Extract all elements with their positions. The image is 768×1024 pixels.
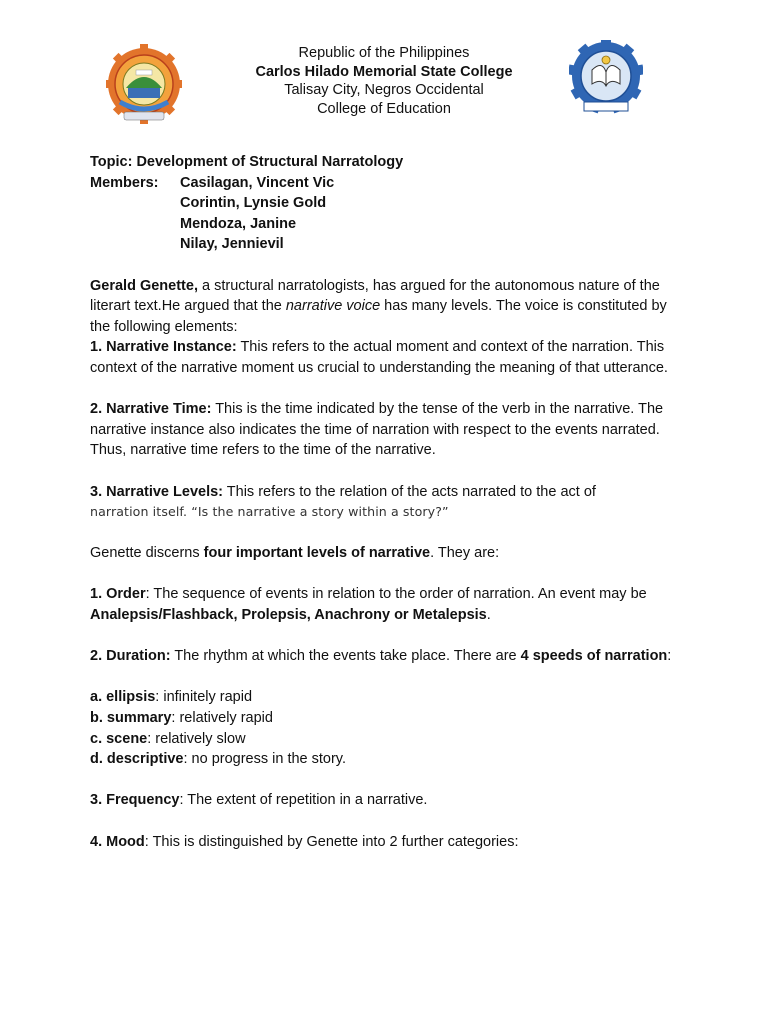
mood-paragraph [90,832,690,853]
speeds-term: 4 speeds of narration [520,648,668,665]
topic-line [90,152,690,173]
duration-paragraph [90,646,690,667]
narrative-levels-title: 3. Narrative Levels: [90,483,223,500]
four-levels-term: four important levels of narrative [203,545,431,562]
speed-term: d. descriptive [90,751,184,768]
intro-text-end: has many levels. The voice is constituted by the following elements: [90,298,667,335]
speed-desc: : relatively slow [147,730,246,747]
narrative-time-text: This is the time indicated by the tense of the verb in the narrative. The narrative instance also indicates the time of narration with respect to the events narrated. Thus, narrative time refers to the time of the narrative. [90,401,664,459]
speed-item [90,749,690,770]
narrative-time-title: 2. Narrative Time: [90,401,212,418]
duration-text: The rhythm at which the events take place. There are [170,648,521,665]
speed-desc: : no progress in the story. [183,751,347,768]
speed-term: a. ellipsis [90,689,156,706]
speed-desc: : relatively rapid [171,710,273,727]
header-location: Talisay City, Negros Occidental [284,82,484,98]
author-name: Gerald Genette, [90,277,198,294]
mood-text: : This is distinguished by Genette into 2 further categories: [144,833,519,850]
duration-end: : [667,648,672,665]
frequency-text: : The extent of repetition in a narrative. [179,792,428,809]
mood-title: 4. Mood [90,833,145,850]
speed-term: c. scene [90,730,148,747]
discerns-text: Genette discerns [90,545,204,562]
member-name: Corintin, Lynsie Gold [180,195,327,212]
topic-label: Topic: [90,154,133,170]
topic-title: Development of Structural Narratology [136,154,404,170]
narrative-instance-paragraph [90,337,690,378]
order-text: : The sequence of events in relation to the order of narration. An event may be [145,586,647,603]
speed-item [90,708,690,729]
header-department: College of Education [317,100,451,117]
narrative-instance-title: 1. Narrative Instance: [90,339,237,356]
narrative-levels-quote: narration itself. “Is the narrative a story within a story?” [90,504,449,520]
speed-term: b. summary [90,710,172,727]
member-name: Casilagan, Vincent Vic [180,174,335,191]
narrative-time-paragraph [90,399,690,461]
header-republic: Republic of the Philippines [298,45,470,61]
members-block [90,173,690,255]
order-terms: Analepsis/Flashback, Prolepsis, Anachrony or Metalepsis [90,607,487,624]
narrative-instance-text: This refers to the actual moment and context of the narration. This context of the narrative moment us crucial to understanding the meaning of that utterance. [90,339,668,376]
document-body [90,152,690,852]
frequency-paragraph [90,790,690,811]
intro-paragraph [90,276,690,338]
narrative-voice-term: narrative voice [285,298,381,315]
members-list [180,173,334,255]
header-college-name: Carlos Hilado Memorial State College [255,63,513,80]
intro-text: a structural narratologists, has argued for the autonomous nature of the literart text.He argued that the [90,277,660,315]
narrative-levels-paragraph [90,482,690,503]
member-name: Nilay, Jennievil [180,236,284,253]
speed-desc: : infinitely rapid [155,689,253,706]
speed-item [90,687,690,708]
order-paragraph [90,584,690,625]
speed-item [90,729,690,750]
frequency-title: 3. Frequency [90,792,180,809]
discerns-text-end: . They are: [430,545,500,562]
narrative-levels-text: This refers to the relation of the acts narrated to the act of [223,483,596,500]
members-label: Members: [90,174,159,191]
four-levels-intro [90,543,690,564]
order-title: 1. Order [90,586,146,603]
document-header [0,44,768,118]
member-name: Mendoza, Janine [180,215,297,232]
order-end: . [486,607,491,624]
duration-title: 2. Duration: [90,648,171,665]
